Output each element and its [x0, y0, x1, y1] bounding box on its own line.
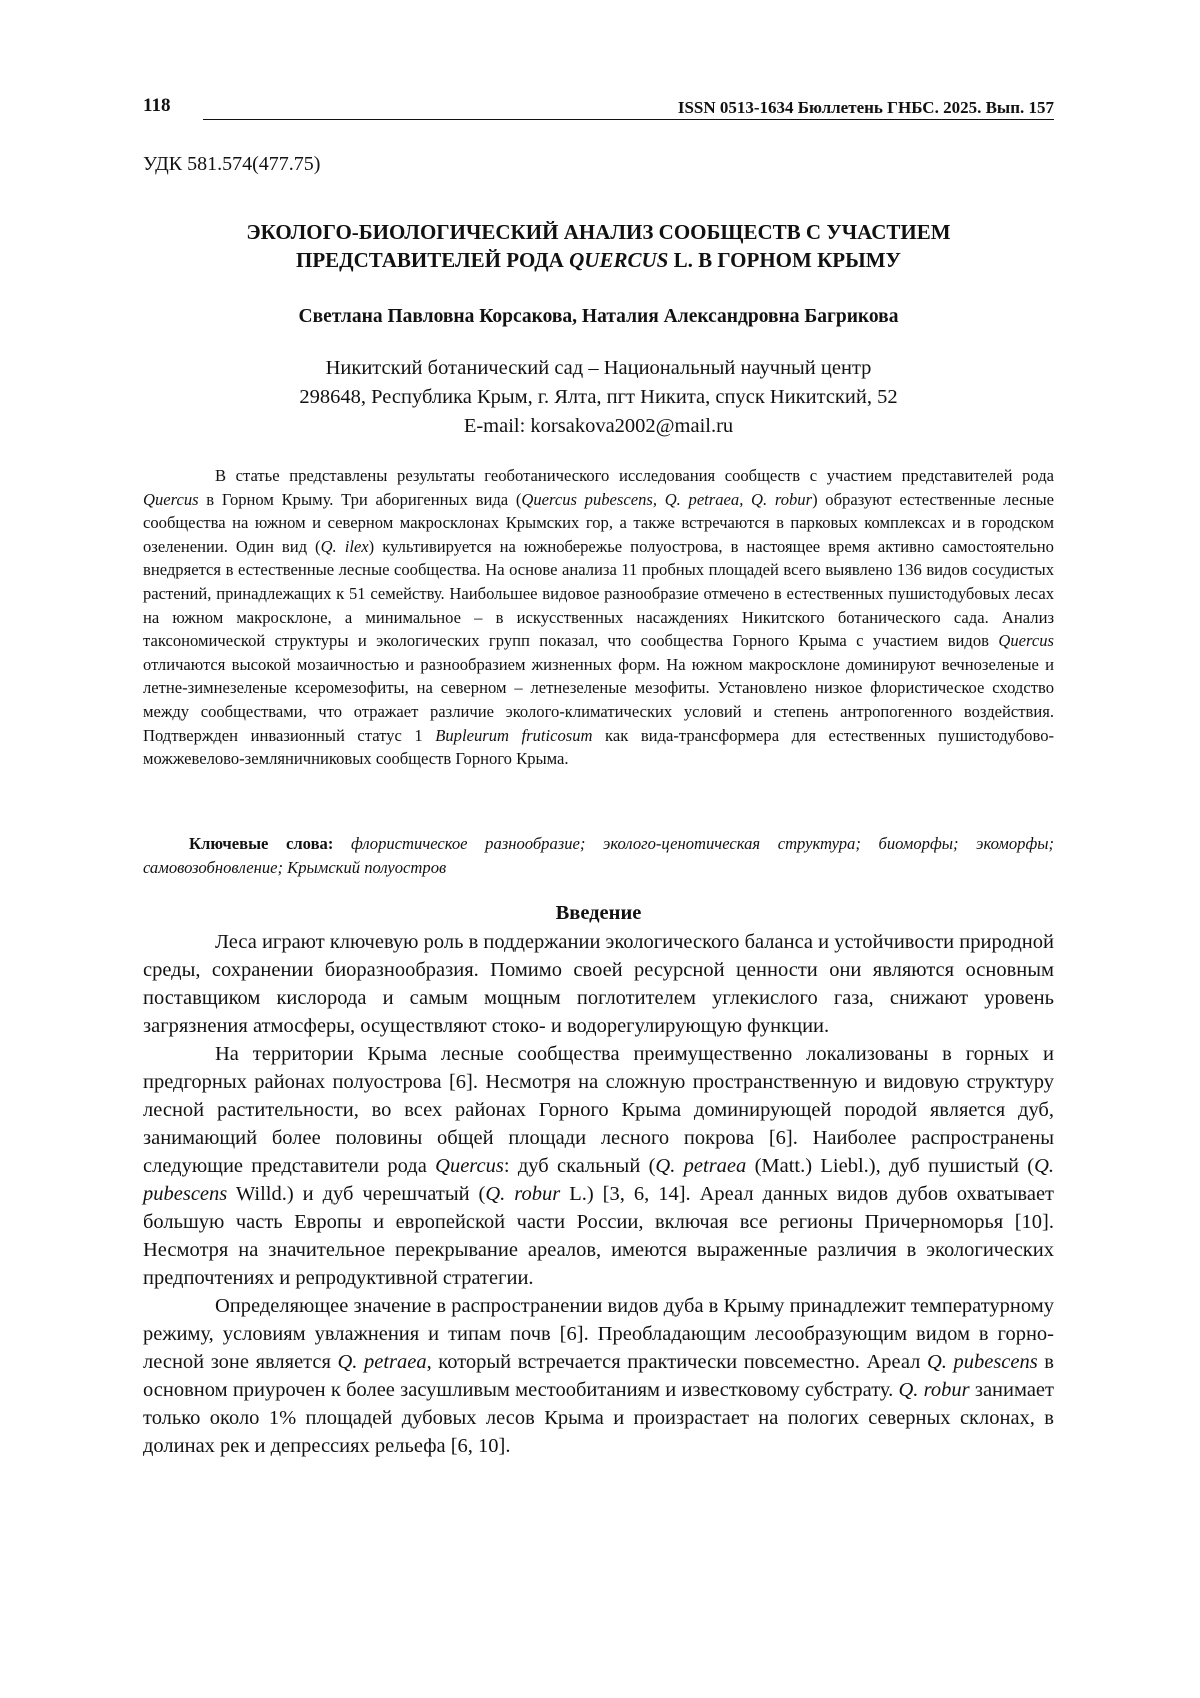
title-line-1: ЭКОЛОГО-БИОЛОГИЧЕСКИЙ АНАЛИЗ СООБЩЕСТВ С УЧАСТИЕМ: [246, 220, 951, 244]
section-heading-introduction: Введение: [555, 902, 642, 924]
keywords-list: флористическое разнообразие; эколого-ценотическая структура; биоморфы; экоморфы; самовозобновление; Крымский полуостров: [143, 834, 1054, 877]
authors: Светлана Павловна Корсакова, Наталия Александровна Багрикова: [298, 306, 899, 327]
journal-info: ISSN 0513-1634 Бюллетень ГНБС. 2025. Вып. 157: [677, 98, 1054, 117]
affiliation: [143, 354, 1054, 441]
institution: Никитский ботанический сад – Национальный научный центр: [325, 357, 872, 379]
keywords-label: Ключевые слова:: [189, 834, 334, 853]
paragraph: На территории Крыма лесные сообщества преимущественно локализованы в горных и предгорных районах полуострова [6]. Несмотря на сложную пространственную и видовую структуру лесной растительности, во всех районах Горного Крыма доминирующей породой является дуб, занимающий более половины общей площади лесного покрова [6]. Наиболее распространены следующие представители рода Quercus: дуб скальный (Q. petraea (Matt.) Liebl.), дуб пушистый (Q. pubescens Willd.) и дуб черешчатый (Q. robur L.) [3, 6, 14]. Ареал данных видов дубов охватывает большую часть Европы и европейской части России, включая все регионы Причерноморья [10]. Несмотря на значительное перекрывание ареалов, имеются выраженные различия в экологических предпочтениях и репродуктивной стратегии.: [143, 1043, 1054, 1289]
header-rule: [203, 119, 1054, 120]
introduction-body: [143, 928, 1054, 1460]
address: 298648, Республика Крым, г. Ялта, пгт Никита, спуск Никитский, 52: [299, 386, 898, 408]
article-title: [143, 218, 1054, 274]
paragraph: Определяющее значение в распространении видов дуба в Крыму принадлежит температурному режиму, условиям увлажнения и типам почв [6]. Преобладающим лесообразующим видом в горно-лесной зоне является Q. petraea, который встречается практически повсеместно. Ареал Q. pubescens в основном приурочен к более засушливым местообитаниям и известковому субстрату. Q. robur занимает только около 1% площадей дубовых лесов Крыма и произрастает на пологих северных склонах, в долинах рек и депрессиях рельефа [6, 10].: [143, 1295, 1054, 1457]
title-line-2: ПРЕДСТАВИТЕЛЕЙ РОДА QUERCUS L. В ГОРНОМ КРЫМУ: [296, 248, 901, 272]
paragraph: Леса играют ключевую роль в поддержании экологического баланса и устойчивости природной среды, сохранении биоразнообразия. Помимо своей ресурсной ценности они являются основным поставщиком кислорода и самым мощным поглотителем углекислого газа, снижают уровень загрязнения атмосферы, осуществляют стоко- и водорегулирующую функции.: [143, 931, 1054, 1037]
keywords: [143, 832, 1054, 879]
email[interactable]: E-mail: korsakova2002@mail.ru: [463, 415, 734, 437]
running-header: [143, 95, 1054, 125]
udc-code: УДК 581.574(477.75): [143, 153, 321, 175]
page-number: 118: [143, 95, 171, 116]
title-genus: QUERCUS: [569, 248, 669, 272]
abstract: В статье представлены результаты геоботанического исследования сообществ с участием представителей рода Quercus в Горном Крыму. Три аборигенных вида (Quercus pubescens, Q. petraea, Q. robur) образуют естественные лесные сообщества на южном и северном макросклонах Крымских гор, а также встречаются в парковых комплексах и в городском озеленении. Один вид (Q. ilex) культивируется на южнобережье полуострова, в настоящее время активно самостоятельно внедряется в естественные лесные сообщества. На основе анализа 11 пробных площадей всего выявлено 136 видов сосудистых растений, принадлежащих к 51 семейству. Наибольшее видовое разнообразие отмечено в естественных пушистодубовых лесах на южном макросклоне, а минимальное – в искусственных насаждениях Никитского ботанического сада. Анализ таксономической структуры и экологических групп показал, что сообщества Горного Крыма с участием видов Quercus отличаются высокой мозаичностью и разнообразием жизненных форм. На южном макросклоне доминируют вечнозеленые и летне-зимнезеленые ксеромезофиты, на северном – летнезеленые мезофиты. Установлено низкое флористическое сходство между сообществами, что отражает различие эколого-климатических условий и степень антропогенного воздействия. Подтвержден инвазионный статус 1 Bupleurum fruticosum как вида-трансформера для естественных пушистодубово-можжевелово-земляничниковых сообществ Горного Крыма.: [143, 466, 1055, 769]
